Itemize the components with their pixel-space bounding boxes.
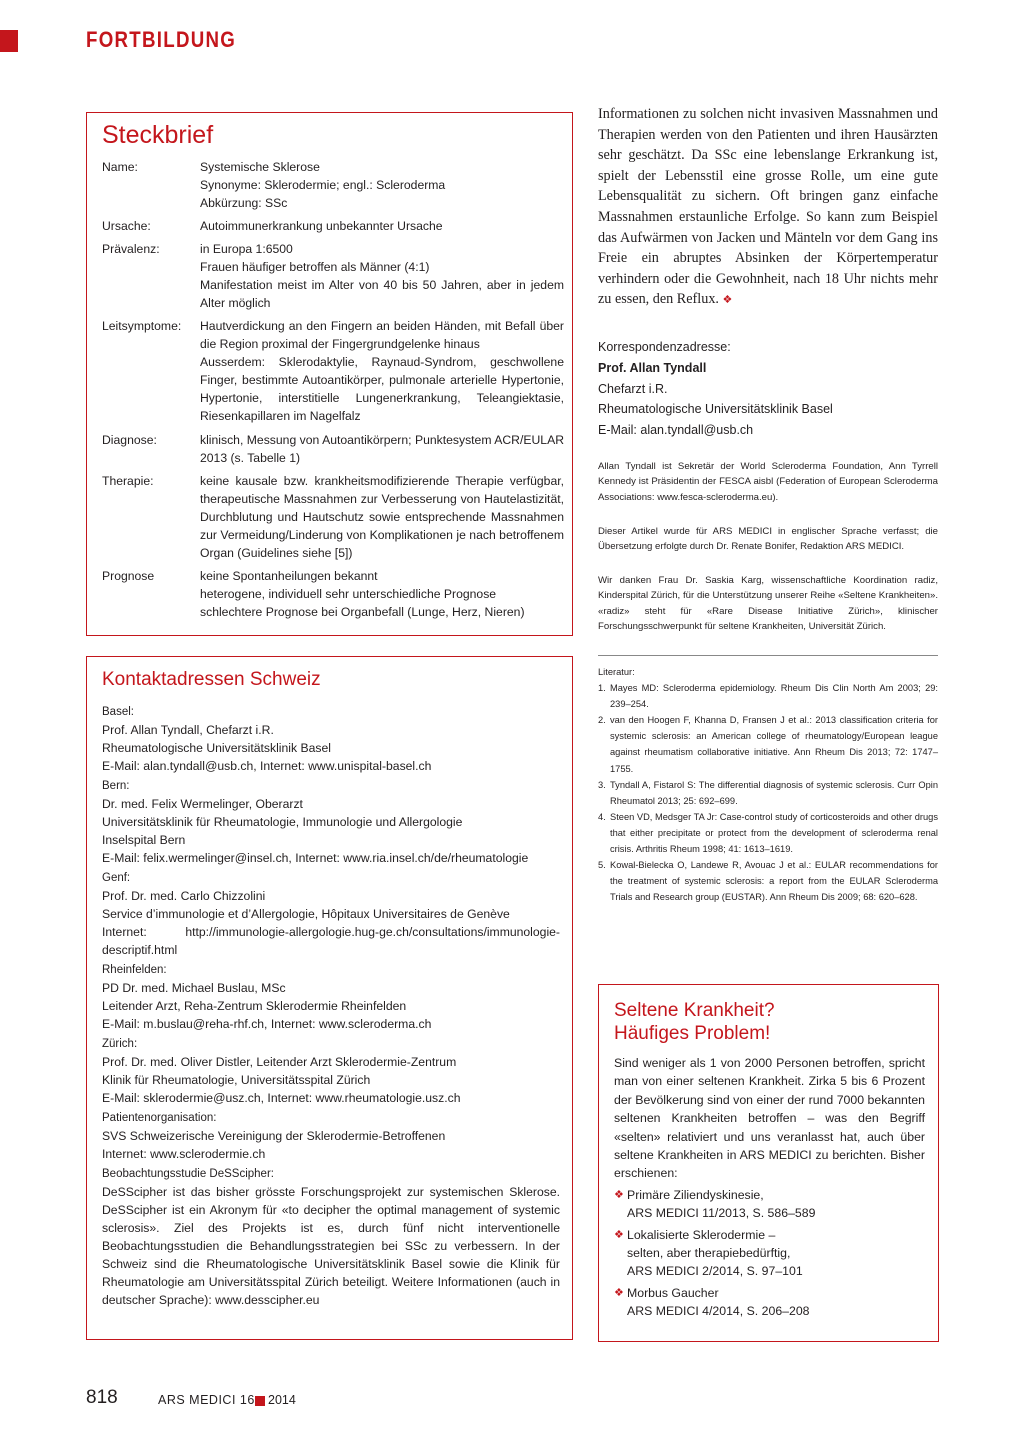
seltene-title-line: Häufiges Problem! [614, 1023, 771, 1044]
literature-text: van den Hoogen F, Khanna D, Fransen J et al.: 2013 classification criteria for systemic sclerosis: an American college of rheumatology/European league against rheumatism collaborative initiative. Ann Rheum Dis 2013; 72: 1747–1755. [610, 715, 938, 774]
row-key: Diagnose: [102, 433, 157, 447]
row-line: in Europa 1:6500 [200, 242, 293, 256]
correspondence-institution: Rheumatologische Universitätsklinik Basel [598, 402, 833, 417]
note-authors: Allan Tyndall ist Sekretär der World Scleroderma Foundation, Ann Tyrrell Kennedy ist Präsidentin der FESCA aisbl (Federation of European Scleroderma Associations: www.fesca-scleroderma.eu). [598, 461, 938, 503]
contact-line: E-Mail: alan.tyndall@usb.ch, Internet: www.unispital-basel.ch [102, 759, 432, 773]
contact-group-desscipher [102, 1165, 560, 1309]
contact-line: Klinik für Rheumatologie, Universitätsspital Zürich [102, 1073, 371, 1087]
row-line: keine kausale bzw. krankheitsmodifizierende Therapie verfügbar, therapeutische Massnahmen zur Verbesserung von Hautelastizität, Durchblutung und Hautschutz sowie entsprechende Massnahmen zur Vermeidung/Linderung von Komplikationen je nach betroffenem Organ (Guidelines siehe [5]) [200, 474, 564, 560]
literature-item [598, 680, 938, 712]
contact-city: Rheinfelden: [102, 964, 167, 976]
divider [598, 655, 938, 656]
contact-city: Genf: [102, 872, 131, 884]
row-line: Synonyme: Sklerodermie; engl.: Scleroderma [200, 178, 446, 192]
contact-line: DeSScipher ist das bisher grösste Forschungsprojekt zur systemischen Sklerose. DeSScipher ist ein Akronym für «to decipher the optimal management of systemic sclerosis». Ziel des Projekts ist es, durch fünf nicht interventionelle Beobachtungsstudien die Behandlungsstrategien bei SSc zu verbessern. In der Schweiz sind die Rheumatologische Universitätsklinik Basel sowie die Klinik für Rheumatologie am Universitätsspital Zürich beteiligt. Weitere Informationen (auch in deutscher Sprache): www.desscipher.eu [102, 1185, 560, 1307]
row-line: Manifestation meist im Alter von 40 bis 50 Jahren, aber in jedem Alter möglich [200, 278, 564, 310]
contact-group-bern [102, 777, 560, 867]
row-line: klinisch, Messung von Autoantikörpern; Punktesystem ACR/EULAR 2013 (s. Tabelle 1) [200, 433, 564, 465]
contact-line: Prof. Dr. med. Oliver Distler, Leitender Arzt Sklerodermie-Zentrum [102, 1055, 457, 1069]
correspondence-name: Prof. Allan Tyndall [598, 360, 707, 375]
note-thanks: Wir danken Frau Dr. Saskia Karg, wissenschaftliche Koordination radiz, Kinderspital Zürich, für die Unterstützung unserer Reihe «Seltene Krankheiten». «radiz» steht für «Rare Disease Initiative Zürich», klinischer Forschungsschwerpunkt für seltene Krankheiten, Universität Zürich. [598, 575, 938, 633]
literature-item [598, 809, 938, 857]
kontakt-title: Kontaktadressen Schweiz [102, 669, 321, 690]
seltene-item-sub: selten, aber therapiebedürftig, [627, 1246, 791, 1261]
issue-year: 2014 [268, 1393, 296, 1407]
row-value [200, 431, 564, 467]
row-value [200, 472, 564, 562]
correspondence-block [598, 337, 938, 441]
contact-line: SVS Schweizerische Vereinigung der Sklerodermie-Betroffenen [102, 1129, 446, 1143]
kontakt-list [102, 703, 560, 1311]
kontakt-box [86, 656, 573, 1340]
note-translation: Dieser Artikel wurde für ARS MEDICI in englischer Sprache verfasst; die Übersetzung erfolgte durch Dr. Renate Bonifer, Redaktion ARS MEDICI. [598, 526, 938, 553]
contact-line: Rheumatologische Universitätsklinik Basel [102, 741, 331, 755]
contact-group-patientenorganisation [102, 1109, 560, 1163]
correspondence-role: Chefarzt i.R. [598, 381, 668, 396]
row-key: Ursache: [102, 219, 151, 233]
contact-group-genf [102, 869, 560, 959]
row-value [200, 567, 564, 621]
seltene-item-title: Primäre Ziliendyskinesie, [627, 1187, 764, 1202]
section-title: FORTBILDUNG [86, 27, 237, 52]
end-mark-icon: ❖ [722, 294, 733, 307]
seltene-body [614, 1054, 925, 1321]
diamond-bullet-icon: ❖ [614, 1286, 624, 1299]
contact-city: Bern: [102, 780, 130, 792]
row-key: Name: [102, 160, 138, 174]
seltene-item [614, 1186, 925, 1223]
contact-group-basel [102, 703, 560, 775]
literature-number: 3. [598, 779, 606, 790]
section-marker [0, 30, 18, 52]
steckbrief-box [86, 112, 573, 636]
contact-line: Internet: http://immunologie-allergologie.hug-ge.ch/consultations/immunologie-descriptif.html [102, 925, 560, 957]
literature-list [598, 664, 938, 905]
contact-group-rheinfelden [102, 961, 560, 1033]
contact-line: Prof. Allan Tyndall, Chefarzt i.R. [102, 723, 274, 737]
literature-item [598, 777, 938, 809]
footer-square-icon [255, 1396, 265, 1406]
magazine-name: ARS MEDICI 16 [158, 1393, 255, 1407]
contact-city: Zürich: [102, 1038, 138, 1050]
literature-label: Literatur: [598, 667, 635, 677]
row-line: heterogene, individuell sehr unterschiedliche Prognose [200, 587, 497, 601]
row-key: Prävalenz: [102, 242, 160, 256]
seltene-item [614, 1226, 925, 1281]
contact-line: Internet: www.sclerodermie.ch [102, 1147, 266, 1161]
intro-text: Informationen zu solchen nicht invasiven Massnahmen und Therapien werden von den Patienten und ihren Hausärzten sehr geschätzt. Da SSc eine lebenslange Erkrankung ist, spielt der Lebensstil eine grosse Rolle, um eine gute Lebensqualität zu sichern. Oft bringen ganz einfache Massnahmen erstaunliche Erfolge. So kann zum Beispiel das Aufwärmen von Jacken und Mänteln vor dem Gang ins Freie ein abruptes Absinken der Körpertemperatur verhindern oder die Gewohnheit, nach 18 Uhr nichts mehr zu essen, den Reflux. [598, 106, 938, 308]
diamond-bullet-icon: ❖ [614, 1188, 624, 1201]
row-line: Ausserdem: Sklerodaktylie, Raynaud-Syndrom, geschwollene Finger, bestimmte Autoantikörper, pulmonale arterielle Hypertonie, Hypertonie, interstitielle Lungenerkrankung, Teleangiektasie, Riesenkapillaren im Nagelfalz [200, 355, 564, 423]
row-line: Abkürzung: SSc [200, 196, 288, 210]
literature-item [598, 857, 938, 905]
contact-group-zuerich [102, 1035, 560, 1107]
row-line: keine Spontanheilungen bekannt [200, 569, 378, 583]
row-line: Autoimmunerkrankung unbekannter Ursache [200, 219, 443, 233]
literature-number: 4. [598, 811, 606, 822]
literature-number: 2. [598, 715, 606, 726]
literature-text: Tyndall A, Fistarol S: The differential diagnosis of systemic sclerosis. Curr Opin Rheumatol 2013; 25: 692–699. [610, 779, 938, 806]
correspondence-email: E-Mail: alan.tyndall@usb.ch [598, 423, 754, 438]
row-value [200, 317, 564, 425]
correspondence-label: Korrespondenzadresse: [598, 340, 731, 354]
contact-line: Inselspital Bern [102, 833, 186, 847]
literature-number: 1. [598, 683, 606, 694]
contact-line: Dr. med. Felix Wermelinger, Oberarzt [102, 797, 303, 811]
row-line: Hautverdickung an den Fingern an beiden Händen, mit Befall über die Region proximal der Fingergrundgelenke hinaus [200, 319, 564, 351]
intro-paragraph [598, 104, 938, 311]
row-key: Therapie: [102, 474, 154, 488]
seltene-item-ref: ARS MEDICI 11/2013, S. 586–589 [627, 1206, 816, 1221]
seltene-item-ref: ARS MEDICI 2/2014, S. 97–101 [627, 1264, 803, 1279]
row-line: Frauen häufiger betroffen als Männer (4:1) [200, 260, 430, 274]
row-key: Prognose [102, 569, 155, 583]
row-line: Systemische Sklerose [200, 160, 320, 174]
seltene-item-ref: ARS MEDICI 4/2014, S. 206–208 [627, 1304, 810, 1319]
literature-item [598, 712, 938, 776]
contact-line: Leitender Arzt, Reha-Zentrum Sklerodermie Rheinfelden [102, 999, 407, 1013]
contact-line: Universitätsklinik für Rheumatologie, Immunologie und Allergologie [102, 815, 463, 829]
seltene-text: Sind weniger als 1 von 2000 Personen betroffen, spricht man von einer seltenen Krankheit. Zirka 5 bis 6 Prozent der Bevölkerung sind von einer der rund 7000 bekannten seltenen Krankheiten betroffen – was den Begriff «selten» relativiert und uns veranlasst hat, auch über seltene Krankheiten in ARS MEDICI zu berichten. Bisher erschienen: [614, 1056, 925, 1181]
contact-line: Prof. Dr. med. Carlo Chizzolini [102, 889, 266, 903]
seltene-title [614, 999, 775, 1045]
seltene-item [614, 1284, 925, 1321]
row-line: schlechtere Prognose bei Organbefall (Lunge, Herz, Nieren) [200, 605, 525, 619]
seltene-item-title: Lokalisierte Sklerodermie – [627, 1227, 776, 1242]
seltene-title-line: Seltene Krankheit? [614, 1000, 775, 1021]
seltene-box [598, 984, 939, 1342]
literature-number: 5. [598, 860, 606, 871]
row-value [200, 217, 564, 235]
contact-city: Patientenorganisation: [102, 1112, 217, 1124]
row-value [200, 158, 564, 212]
literature-text: Steen VD, Medsger TA Jr: Case-control study of corticosteroids and other drugs that either precipitate or protect from the development of scleroderma renal crisis. Arthritis Rheum 1998; 41: 1613–1619. [610, 811, 938, 855]
literature-text: Mayes MD: Scleroderma epidemiology. Rheum Dis Clin North Am 2003; 29: 239–254. [610, 683, 938, 710]
diamond-bullet-icon: ❖ [614, 1228, 624, 1241]
row-key: Leitsymptome: [102, 319, 182, 333]
contact-city: Beobachtungsstudie DeSScipher: [102, 1168, 274, 1180]
contact-city: Basel: [102, 706, 134, 718]
contact-line: Service d’immunologie et d’Allergologie, Hôpitaux Universitaires de Genève [102, 907, 510, 921]
row-value [200, 240, 564, 312]
steckbrief-title: Steckbrief [102, 121, 214, 149]
seltene-item-title: Morbus Gaucher [627, 1285, 719, 1300]
contact-line: E-Mail: sklerodermie@usz.ch, Internet: www.rheumatologie.usz.ch [102, 1091, 461, 1105]
contact-line: E-Mail: felix.wermelinger@insel.ch, Internet: www.ria.insel.ch/de/rheumatologie [102, 851, 529, 865]
contact-line: E-Mail: m.buslau@reha-rhf.ch, Internet: www.scleroderma.ch [102, 1017, 432, 1031]
literature-text: Kowal-Bielecka O, Landewe R, Avouac J et al.: EULAR recommendations for the treatment of systemic sclerosis: a report from the EULAR Scleroderma Trials and Research group (EUSTAR). Ann Rheum Dis 2009; 68: 620–628. [610, 860, 938, 903]
contact-line: PD Dr. med. Michael Buslau, MSc [102, 981, 286, 995]
page-number: 818 [86, 1387, 118, 1408]
